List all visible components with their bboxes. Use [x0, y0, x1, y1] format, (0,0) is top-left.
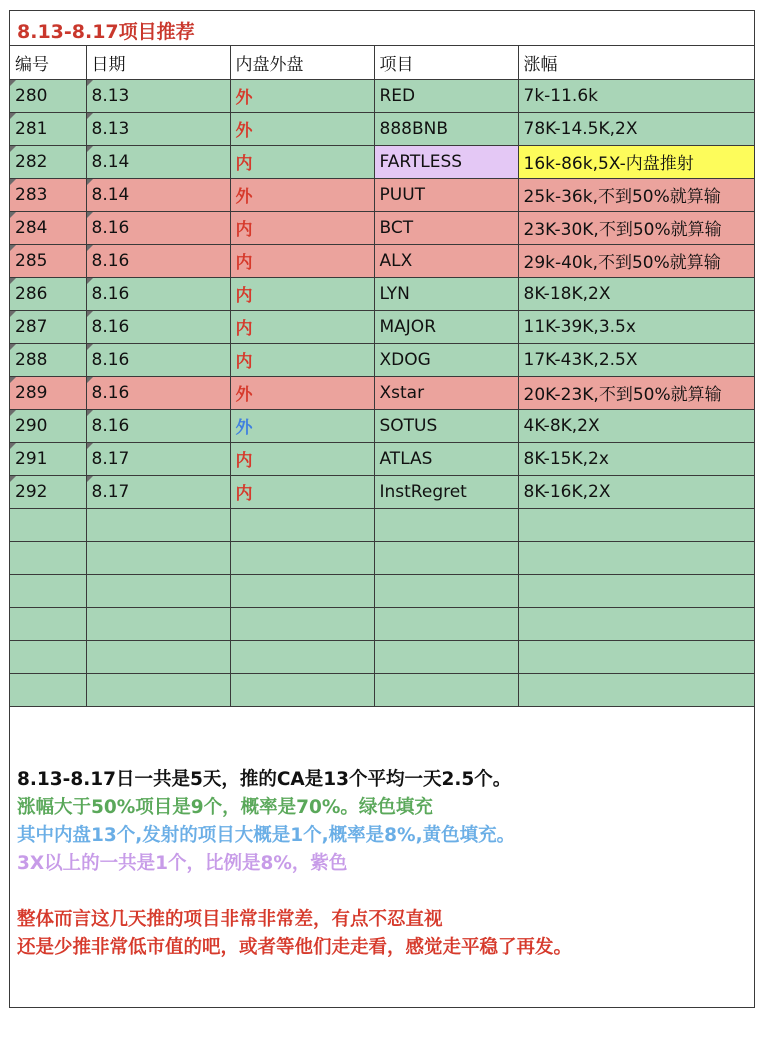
- note-line: 8.13-8.17日一共是5天，推的CA是13个平均一天2.5个。: [17, 769, 512, 790]
- market-marker: 外: [235, 418, 253, 438]
- empty-cell[interactable]: [518, 640, 754, 673]
- cell-gain[interactable]: 20K-23K,不到50%就算输: [518, 376, 754, 409]
- cell-market[interactable]: [230, 277, 374, 310]
- cell-date[interactable]: 8.17: [86, 442, 230, 475]
- header-market[interactable]: 内盘外盘: [230, 46, 374, 79]
- empty-cell[interactable]: [10, 574, 86, 607]
- empty-cell[interactable]: [86, 607, 230, 640]
- empty-cell[interactable]: [374, 574, 518, 607]
- empty-cell[interactable]: [374, 508, 518, 541]
- empty-cell[interactable]: [10, 607, 86, 640]
- note-line: 3X以上的一共是1个，比例是8%，紫色: [17, 853, 348, 874]
- cell-project[interactable]: PUUT: [374, 178, 518, 211]
- empty-cell[interactable]: [86, 574, 230, 607]
- cell-date[interactable]: 8.16: [86, 277, 230, 310]
- cell-gain[interactable]: 8K-16K,2X: [518, 475, 754, 508]
- note-spacer: [17, 878, 747, 906]
- market-marker: 外: [235, 88, 253, 108]
- header-gain[interactable]: 涨幅: [518, 46, 754, 79]
- empty-row: [10, 640, 754, 673]
- empty-cell[interactable]: [518, 508, 754, 541]
- table-row: [10, 178, 754, 211]
- cell-date[interactable]: 8.16: [86, 244, 230, 277]
- cell-project[interactable]: ALX: [374, 244, 518, 277]
- cell-project[interactable]: SOTUS: [374, 409, 518, 442]
- cell-market[interactable]: [230, 376, 374, 409]
- empty-cell[interactable]: [230, 607, 374, 640]
- header-id[interactable]: 编号: [10, 46, 86, 79]
- header-project[interactable]: 项目: [374, 46, 518, 79]
- empty-row: [10, 673, 754, 706]
- cell-market[interactable]: [230, 211, 374, 244]
- cell-date[interactable]: 8.16: [86, 409, 230, 442]
- cell-date[interactable]: 8.14: [86, 178, 230, 211]
- cell-gain[interactable]: 23K-30K,不到50%就算输: [518, 211, 754, 244]
- table-row: [10, 112, 754, 145]
- cell-date[interactable]: 8.16: [86, 343, 230, 376]
- cell-project[interactable]: 888BNB: [374, 112, 518, 145]
- empty-row: [10, 508, 754, 541]
- cell-project[interactable]: LYN: [374, 277, 518, 310]
- market-marker: 内: [235, 220, 253, 240]
- cell-id[interactable]: 291: [10, 442, 86, 475]
- cell-project[interactable]: ATLAS: [374, 442, 518, 475]
- market-marker: 外: [235, 385, 253, 405]
- cell-market[interactable]: [230, 343, 374, 376]
- cell-id[interactable]: 282: [10, 145, 86, 178]
- sheet-title: 8.13-8.17项目推荐: [17, 21, 195, 43]
- empty-row: [10, 541, 754, 574]
- table-row: [10, 310, 754, 343]
- cell-id[interactable]: 285: [10, 244, 86, 277]
- empty-cell[interactable]: [10, 508, 86, 541]
- empty-cell[interactable]: [230, 640, 374, 673]
- empty-cell[interactable]: [10, 541, 86, 574]
- table-row: [10, 244, 754, 277]
- empty-cell[interactable]: [374, 541, 518, 574]
- cell-market[interactable]: [230, 112, 374, 145]
- empty-cell[interactable]: [230, 541, 374, 574]
- table-row: [10, 79, 754, 112]
- table-row: [10, 277, 754, 310]
- cell-project[interactable]: RED: [374, 79, 518, 112]
- cell-market[interactable]: [230, 79, 374, 112]
- table-row: [10, 145, 754, 178]
- cell-gain[interactable]: 7k-11.6k: [518, 79, 754, 112]
- cell-market[interactable]: [230, 310, 374, 343]
- market-marker: 外: [235, 187, 253, 207]
- spreadsheet: [9, 10, 755, 1008]
- cell-market[interactable]: [230, 145, 374, 178]
- empty-cell[interactable]: [10, 640, 86, 673]
- note-line: 整体而言这几天推的项目非常非常差，有点不忍直视: [17, 909, 443, 930]
- cell-id[interactable]: 281: [10, 112, 86, 145]
- cell-id[interactable]: 289: [10, 376, 86, 409]
- project-table: [10, 46, 754, 707]
- cell-market[interactable]: [230, 409, 374, 442]
- cell-date[interactable]: 8.14: [86, 145, 230, 178]
- cell-gain[interactable]: 8K-18K,2X: [518, 277, 754, 310]
- market-marker: 内: [235, 154, 253, 174]
- table-row: [10, 409, 754, 442]
- market-marker: 内: [235, 319, 253, 339]
- cell-id[interactable]: 292: [10, 475, 86, 508]
- cell-project[interactable]: FARTLESS: [374, 145, 518, 178]
- market-marker: 内: [235, 451, 253, 471]
- note-line: 其中内盘13个,发射的项目大概是1个,概率是8%,黄色填充。: [17, 825, 516, 846]
- table-row: [10, 343, 754, 376]
- market-marker: 外: [235, 121, 253, 141]
- cell-date[interactable]: 8.13: [86, 79, 230, 112]
- empty-cell[interactable]: [86, 508, 230, 541]
- cell-id[interactable]: 286: [10, 277, 86, 310]
- header-date[interactable]: 日期: [86, 46, 230, 79]
- empty-cell[interactable]: [518, 574, 754, 607]
- cell-date[interactable]: 8.16: [86, 310, 230, 343]
- table-row: [10, 376, 754, 409]
- cell-gain[interactable]: 11K-39K,3.5x: [518, 310, 754, 343]
- cell-id[interactable]: 288: [10, 343, 86, 376]
- cell-project[interactable]: MAJOR: [374, 310, 518, 343]
- cell-project[interactable]: BCT: [374, 211, 518, 244]
- empty-cell[interactable]: [86, 541, 230, 574]
- empty-cell[interactable]: [86, 640, 230, 673]
- empty-row: [10, 607, 754, 640]
- market-marker: 内: [235, 286, 253, 306]
- empty-cell[interactable]: [374, 640, 518, 673]
- table-row: [10, 442, 754, 475]
- cell-date[interactable]: 8.16: [86, 376, 230, 409]
- empty-cell[interactable]: [374, 607, 518, 640]
- market-marker: 内: [235, 484, 253, 504]
- cell-gain[interactable]: 17K-43K,2.5X: [518, 343, 754, 376]
- cell-gain[interactable]: 25k-36k,不到50%就算输: [518, 178, 754, 211]
- market-marker: 内: [235, 352, 253, 372]
- cell-market[interactable]: [230, 244, 374, 277]
- cell-project[interactable]: Xstar: [374, 376, 518, 409]
- empty-row: [10, 574, 754, 607]
- cell-id[interactable]: 284: [10, 211, 86, 244]
- cell-market[interactable]: [230, 442, 374, 475]
- cell-gain[interactable]: 78K-14.5K,2X: [518, 112, 754, 145]
- empty-cell[interactable]: [230, 673, 374, 706]
- cell-id[interactable]: 283: [10, 178, 86, 211]
- market-marker: 内: [235, 253, 253, 273]
- note-line: 还是少推非常低市值的吧，或者等他们走走看，感觉走平稳了再发。: [17, 937, 573, 958]
- cell-market[interactable]: [230, 475, 374, 508]
- empty-cell[interactable]: [230, 574, 374, 607]
- empty-cell[interactable]: [374, 673, 518, 706]
- cell-id[interactable]: 280: [10, 79, 86, 112]
- cell-gain[interactable]: 4K-8K,2X: [518, 409, 754, 442]
- empty-cell[interactable]: [10, 673, 86, 706]
- cell-date[interactable]: 8.13: [86, 112, 230, 145]
- empty-cell[interactable]: [86, 673, 230, 706]
- cell-gain[interactable]: 16k-86k,5X-内盘推射: [518, 145, 754, 178]
- table-row: [10, 475, 754, 508]
- cell-gain[interactable]: 29k-40k,不到50%就算输: [518, 244, 754, 277]
- cell-market[interactable]: [230, 178, 374, 211]
- empty-cell[interactable]: [518, 607, 754, 640]
- cell-project[interactable]: XDOG: [374, 343, 518, 376]
- cell-date[interactable]: 8.16: [86, 211, 230, 244]
- cell-date[interactable]: 8.17: [86, 475, 230, 508]
- table-row: [10, 211, 754, 244]
- cell-id[interactable]: 287: [10, 310, 86, 343]
- title-row[interactable]: [10, 11, 754, 46]
- note-line: 涨幅大于50%项目是9个，概率是70%。绿色填充: [17, 797, 433, 818]
- empty-cell[interactable]: [518, 541, 754, 574]
- empty-cell[interactable]: [230, 508, 374, 541]
- cell-id[interactable]: 290: [10, 409, 86, 442]
- summary-notes: [17, 766, 747, 962]
- header-row: [10, 46, 754, 79]
- empty-cell[interactable]: [518, 673, 754, 706]
- cell-project[interactable]: InstRegret: [374, 475, 518, 508]
- cell-gain[interactable]: 8K-15K,2x: [518, 442, 754, 475]
